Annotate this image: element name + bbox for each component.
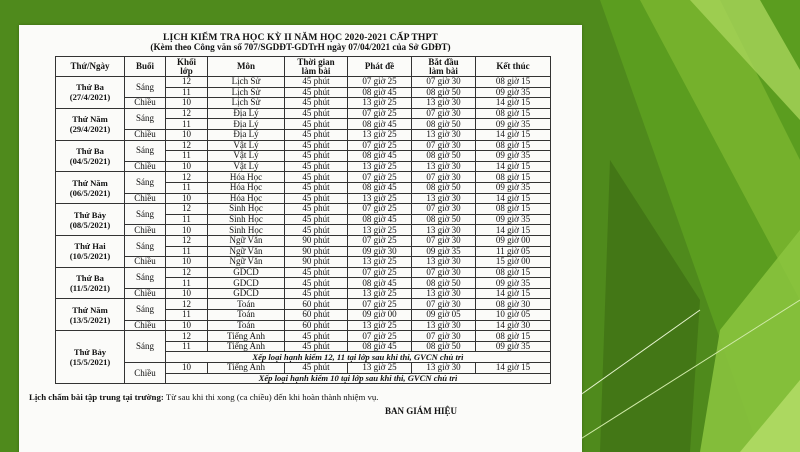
cell-end-time: 14 giờ 15 (476, 193, 551, 204)
cell-end-time: 08 giờ 15 (476, 267, 551, 278)
document-title: LỊCH KIỂM TRA HỌC KỲ II NĂM HỌC 2020-2021 CẤP THPT (163, 32, 438, 43)
cell-duration: 45 phút (285, 108, 348, 119)
cell-start-time: 07 giờ 30 (412, 108, 476, 119)
cell-start-time: 08 giờ 50 (412, 278, 476, 289)
cell-hand-out-time: 07 giờ 25 (348, 299, 412, 310)
cell-hand-out-time: 13 giờ 25 (348, 225, 412, 236)
cell-duration: 45 phút (285, 140, 348, 151)
header-day: Thứ/Ngày (56, 57, 125, 77)
cell-duration: 45 phút (285, 182, 348, 193)
cell-subject: Toán (208, 310, 285, 321)
cell-duration: 90 phút (285, 257, 348, 268)
cell-end-time: 14 giờ 30 (476, 320, 551, 331)
cell-start-time: 07 giờ 30 (412, 172, 476, 183)
cell-grade: 12 (166, 77, 208, 88)
exam-schedule-table (55, 56, 551, 384)
cell-end-time: 08 giờ 30 (476, 299, 551, 310)
cell-grade: 10 (166, 129, 208, 140)
table-row (56, 225, 551, 236)
cell-hand-out-time: 07 giờ 25 (348, 267, 412, 278)
day-name: Thứ Năm (72, 177, 108, 188)
cell-subject: Sinh Học (208, 204, 285, 215)
day-name: Thứ Năm (72, 114, 108, 125)
cell-duration: 60 phút (285, 299, 348, 310)
cell-grade: 11 (166, 87, 208, 98)
cell-duration: 45 phút (285, 278, 348, 289)
cell-start-time: 08 giờ 50 (412, 151, 476, 162)
cell-start-time: 13 giờ 30 (412, 320, 476, 331)
conduct-note-morning: Xếp loại hạnh kiểm 12, 11 tại lớp sau khi thi, GVCN chủ trì (166, 352, 551, 363)
cell-start-time: 07 giờ 30 (412, 204, 476, 215)
signature-label: BAN GIÁM HIỆU (385, 406, 458, 416)
session-cell: Chiều (125, 129, 166, 140)
header-session: Buổi (125, 57, 166, 77)
cell-hand-out-time: 08 giờ 45 (348, 341, 412, 352)
cell-duration: 45 phút (285, 267, 348, 278)
cell-duration: 45 phút (285, 193, 348, 204)
day-cell (56, 299, 125, 331)
cell-subject: Lịch Sử (208, 98, 285, 109)
day-date: (08/5/2021) (69, 219, 111, 230)
cell-end-time: 09 giờ 35 (476, 278, 551, 289)
cell-end-time: 11 giờ 05 (476, 246, 551, 257)
header-subject: Môn (208, 57, 285, 77)
cell-hand-out-time: 08 giờ 45 (348, 87, 412, 98)
cell-end-time: 14 giờ 15 (476, 363, 551, 374)
cell-start-time: 07 giờ 30 (412, 267, 476, 278)
session-cell: Sáng (125, 235, 166, 256)
cell-grade: 12 (166, 299, 208, 310)
cell-end-time: 08 giờ 15 (476, 204, 551, 215)
cell-hand-out-time: 07 giờ 25 (348, 204, 412, 215)
cell-hand-out-time: 07 giờ 25 (348, 140, 412, 151)
cell-end-time: 10 giờ 05 (476, 310, 551, 321)
day-name: Thứ Năm (72, 304, 108, 315)
cell-subject: Tiếng Anh (208, 363, 285, 374)
cell-end-time: 09 giờ 35 (476, 182, 551, 193)
schedule-document (19, 25, 582, 452)
day-name: Thứ Bảy (73, 347, 107, 358)
cell-duration: 45 phút (285, 172, 348, 183)
table-row (56, 257, 551, 268)
header-grade: Khối lớp (166, 57, 208, 77)
table-row (56, 140, 551, 151)
cell-hand-out-time: 13 giờ 25 (348, 193, 412, 204)
day-date: (27/4/2021) (69, 92, 111, 103)
table-row (56, 235, 551, 246)
cell-grade: 11 (166, 246, 208, 257)
cell-duration: 45 phút (285, 204, 348, 215)
cell-hand-out-time: 08 giờ 45 (348, 119, 412, 130)
cell-start-time: 07 giờ 30 (412, 140, 476, 151)
cell-hand-out-time: 07 giờ 25 (348, 235, 412, 246)
session-cell: Chiều (125, 363, 166, 384)
session-cell: Chiều (125, 288, 166, 299)
table-header-row (56, 57, 551, 77)
cell-grade: 12 (166, 235, 208, 246)
cell-start-time: 08 giờ 50 (412, 341, 476, 352)
cell-end-time: 09 giờ 00 (476, 235, 551, 246)
cell-grade: 12 (166, 331, 208, 342)
cell-subject: Sinh Học (208, 214, 285, 225)
day-cell (56, 108, 125, 140)
cell-start-time: 08 giờ 50 (412, 119, 476, 130)
cell-end-time: 14 giờ 15 (476, 129, 551, 140)
cell-subject: Toán (208, 320, 285, 331)
cell-duration: 90 phút (285, 235, 348, 246)
cell-end-time: 09 giờ 35 (476, 214, 551, 225)
cell-hand-out-time: 07 giờ 25 (348, 172, 412, 183)
cell-hand-out-time: 13 giờ 25 (348, 320, 412, 331)
table-row (56, 204, 551, 215)
header-hand-out: Phát đề (348, 57, 412, 77)
cell-start-time: 13 giờ 30 (412, 363, 476, 374)
table-row (56, 98, 551, 109)
cell-end-time: 14 giờ 15 (476, 98, 551, 109)
cell-grade: 12 (166, 204, 208, 215)
cell-start-time: 13 giờ 30 (412, 225, 476, 236)
session-cell: Chiều (125, 257, 166, 268)
cell-grade: 11 (166, 214, 208, 225)
cell-grade: 10 (166, 320, 208, 331)
cell-duration: 90 phút (285, 246, 348, 257)
cell-hand-out-time: 07 giờ 25 (348, 108, 412, 119)
cell-start-time: 08 giờ 50 (412, 214, 476, 225)
cell-end-time: 09 giờ 35 (476, 87, 551, 98)
cell-duration: 45 phút (285, 331, 348, 342)
cell-start-time: 07 giờ 30 (412, 77, 476, 88)
cell-grade: 10 (166, 363, 208, 374)
cell-grade: 10 (166, 225, 208, 236)
cell-grade: 11 (166, 119, 208, 130)
cell-hand-out-time: 08 giờ 45 (348, 214, 412, 225)
cell-grade: 11 (166, 278, 208, 289)
cell-grade: 10 (166, 193, 208, 204)
cell-end-time: 09 giờ 35 (476, 151, 551, 162)
cell-hand-out-time: 07 giờ 25 (348, 331, 412, 342)
cell-grade: 11 (166, 341, 208, 352)
cell-start-time: 07 giờ 30 (412, 235, 476, 246)
session-cell: Chiều (125, 161, 166, 172)
cell-hand-out-time: 13 giờ 25 (348, 129, 412, 140)
table-row (56, 77, 551, 88)
grading-note: Lịch chấm bài tập trung tại trường: Từ sau khi thi xong (ca chiều) đến khi hoàn thành nhiệm vụ. (29, 392, 379, 402)
table-body (56, 77, 551, 384)
day-cell (56, 204, 125, 236)
cell-end-time: 15 giờ 00 (476, 257, 551, 268)
cell-grade: 12 (166, 140, 208, 151)
cell-start-time: 07 giờ 30 (412, 331, 476, 342)
session-cell: Chiều (125, 98, 166, 109)
session-cell: Sáng (125, 204, 166, 225)
cell-duration: 45 phút (285, 87, 348, 98)
cell-subject: Toán (208, 299, 285, 310)
cell-hand-out-time: 09 giờ 00 (348, 310, 412, 321)
cell-grade: 10 (166, 161, 208, 172)
table-row (56, 331, 551, 342)
day-date: (06/5/2021) (69, 187, 111, 198)
table-row (56, 193, 551, 204)
cell-duration: 45 phút (285, 225, 348, 236)
cell-subject: GDCD (208, 278, 285, 289)
table-row (56, 363, 551, 374)
table-row (56, 161, 551, 172)
cell-end-time: 08 giờ 15 (476, 140, 551, 151)
cell-grade: 11 (166, 151, 208, 162)
table-row (56, 172, 551, 183)
cell-duration: 45 phút (285, 129, 348, 140)
conduct-note-afternoon: Xếp loại hạnh kiểm 10 tại lớp sau khi thi, GVCN chủ trì (166, 373, 551, 384)
table-row (56, 288, 551, 299)
cell-start-time: 13 giờ 30 (412, 288, 476, 299)
cell-start-time: 07 giờ 30 (412, 299, 476, 310)
cell-end-time: 14 giờ 15 (476, 225, 551, 236)
day-name: Thứ Bảy (73, 209, 107, 220)
header-end: Kết thúc (476, 57, 551, 77)
cell-hand-out-time: 13 giờ 25 (348, 98, 412, 109)
cell-subject: Hóa Học (208, 193, 285, 204)
cell-duration: 45 phút (285, 98, 348, 109)
cell-hand-out-time: 13 giờ 25 (348, 363, 412, 374)
cell-hand-out-time: 09 giờ 30 (348, 246, 412, 257)
cell-end-time: 08 giờ 15 (476, 331, 551, 342)
day-name: Thứ Ba (76, 273, 104, 284)
day-cell (56, 235, 125, 267)
table-row (56, 320, 551, 331)
cell-subject: GDCD (208, 267, 285, 278)
cell-hand-out-time: 08 giờ 45 (348, 278, 412, 289)
table-row (56, 108, 551, 119)
cell-start-time: 13 giờ 30 (412, 193, 476, 204)
table-row (56, 129, 551, 140)
cell-end-time: 09 giờ 35 (476, 119, 551, 130)
session-cell: Chiều (125, 225, 166, 236)
document-subtitle: (Kèm theo Công văn số 707/SGDĐT-GDTrH ngày 07/04/2021 của Sở GDĐT) (150, 42, 451, 52)
cell-subject: Hóa Học (208, 172, 285, 183)
session-cell: Sáng (125, 172, 166, 193)
cell-start-time: 09 giờ 05 (412, 310, 476, 321)
day-name: Thứ Hai (74, 241, 106, 252)
session-cell: Chiều (125, 193, 166, 204)
table-row (56, 267, 551, 278)
cell-subject: Sinh Học (208, 225, 285, 236)
cell-hand-out-time: 13 giờ 25 (348, 161, 412, 172)
cell-subject: Địa Lý (208, 119, 285, 130)
header-duration: Thời gian làm bài (285, 57, 348, 77)
cell-duration: 60 phút (285, 320, 348, 331)
cell-start-time: 08 giờ 50 (412, 182, 476, 193)
cell-duration: 60 phút (285, 310, 348, 321)
cell-start-time: 09 giờ 35 (412, 246, 476, 257)
cell-subject: Lịch Sử (208, 87, 285, 98)
cell-end-time: 08 giờ 15 (476, 77, 551, 88)
cell-subject: Hóa Học (208, 182, 285, 193)
day-cell (56, 172, 125, 204)
cell-subject: Ngữ Văn (208, 235, 285, 246)
session-cell: Chiều (125, 320, 166, 331)
day-date: (29/4/2021) (69, 124, 111, 135)
cell-subject: GDCD (208, 288, 285, 299)
cell-hand-out-time: 13 giờ 25 (348, 288, 412, 299)
cell-hand-out-time: 08 giờ 45 (348, 182, 412, 193)
session-cell: Sáng (125, 77, 166, 98)
cell-duration: 45 phút (285, 288, 348, 299)
cell-subject: Ngữ Văn (208, 257, 285, 268)
cell-end-time: 09 giờ 35 (476, 341, 551, 352)
cell-hand-out-time: 07 giờ 25 (348, 77, 412, 88)
day-date: (13/5/2021) (69, 314, 111, 325)
day-cell (56, 331, 125, 384)
cell-start-time: 13 giờ 30 (412, 257, 476, 268)
cell-grade: 10 (166, 98, 208, 109)
cell-duration: 45 phút (285, 341, 348, 352)
cell-subject: Tiếng Anh (208, 341, 285, 352)
cell-start-time: 13 giờ 30 (412, 129, 476, 140)
table-row (56, 299, 551, 310)
cell-grade: 12 (166, 172, 208, 183)
cell-duration: 45 phút (285, 151, 348, 162)
day-date: (11/5/2021) (69, 283, 111, 294)
session-cell: Sáng (125, 108, 166, 129)
cell-subject: Vật Lý (208, 161, 285, 172)
cell-start-time: 13 giờ 30 (412, 161, 476, 172)
day-cell (56, 77, 125, 109)
cell-grade: 11 (166, 310, 208, 321)
cell-end-time: 14 giờ 15 (476, 161, 551, 172)
cell-subject: Lịch Sử (208, 77, 285, 88)
session-cell: Sáng (125, 299, 166, 320)
day-name: Thứ Ba (76, 145, 104, 156)
cell-subject: Tiếng Anh (208, 331, 285, 342)
session-cell: Sáng (125, 331, 166, 363)
day-date: (15/5/2021) (69, 357, 111, 368)
cell-end-time: 14 giờ 15 (476, 288, 551, 299)
cell-start-time: 08 giờ 50 (412, 87, 476, 98)
cell-grade: 11 (166, 182, 208, 193)
cell-hand-out-time: 13 giờ 25 (348, 257, 412, 268)
day-cell (56, 267, 125, 299)
cell-subject: Vật Lý (208, 140, 285, 151)
cell-grade: 12 (166, 267, 208, 278)
day-date: (10/5/2021) (69, 251, 111, 262)
cell-subject: Ngữ Văn (208, 246, 285, 257)
cell-subject: Vật Lý (208, 151, 285, 162)
cell-duration: 45 phút (285, 77, 348, 88)
cell-subject: Địa Lý (208, 129, 285, 140)
header-start: Bắt đầu làm bài (412, 57, 476, 77)
cell-end-time: 08 giờ 15 (476, 172, 551, 183)
cell-hand-out-time: 08 giờ 45 (348, 151, 412, 162)
session-cell: Sáng (125, 140, 166, 161)
cell-duration: 45 phút (285, 363, 348, 374)
cell-duration: 45 phút (285, 161, 348, 172)
cell-subject: Địa Lý (208, 108, 285, 119)
day-name: Thứ Ba (76, 82, 104, 93)
cell-duration: 45 phút (285, 214, 348, 225)
cell-grade: 10 (166, 257, 208, 268)
cell-start-time: 13 giờ 30 (412, 98, 476, 109)
day-date: (04/5/2021) (69, 155, 111, 166)
cell-grade: 12 (166, 108, 208, 119)
session-cell: Sáng (125, 267, 166, 288)
cell-duration: 45 phút (285, 119, 348, 130)
day-cell (56, 140, 125, 172)
cell-grade: 10 (166, 288, 208, 299)
cell-end-time: 08 giờ 15 (476, 108, 551, 119)
